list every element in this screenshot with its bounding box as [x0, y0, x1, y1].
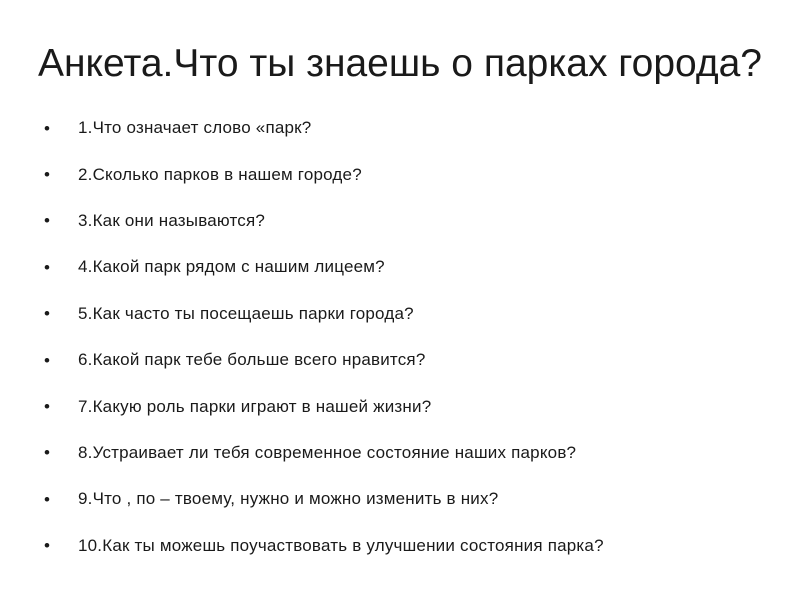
question-item-8 [44, 430, 784, 476]
question-text: 1.Что означает слово «парк? [78, 118, 312, 138]
question-text: 5.Как часто ты посещаешь парки города? [78, 303, 414, 323]
question-item-9 [44, 476, 784, 522]
question-item-1 [44, 105, 784, 151]
question-text: 8.Устраивает ли тебя современное состояние наших парков? [78, 442, 577, 462]
bullet-icon: • [44, 257, 50, 277]
bullet-icon: • [44, 536, 50, 556]
bullet-icon: • [44, 350, 50, 370]
question-item-6 [44, 337, 784, 383]
question-text: 10.Как ты можешь поучаствовать в улучшении состояния парка? [78, 535, 604, 555]
question-text: 7.Какую роль парки играют в нашей жизни? [78, 396, 432, 416]
question-list [44, 105, 784, 569]
question-text: 6.Какой парк тебе больше всего нравится? [78, 350, 426, 370]
question-text: 9.Что , по – твоему, нужно и можно изменить в них? [78, 489, 499, 509]
question-item-5 [44, 291, 784, 337]
question-item-10 [44, 523, 784, 569]
question-item-2 [44, 151, 784, 197]
question-item-7 [44, 383, 784, 429]
bullet-icon: • [44, 397, 50, 417]
question-text: 2.Сколько парков в нашем городе? [78, 164, 362, 184]
slide-title: Анкета.Что ты знаешь о парках города? [38, 42, 762, 85]
bullet-icon: • [44, 165, 50, 185]
question-item-4 [44, 244, 784, 290]
bullet-icon: • [44, 304, 50, 324]
bullet-icon: • [44, 489, 50, 509]
question-text: 3.Как они называются? [78, 210, 266, 230]
question-text: 4.Какой парк рядом с нашим лицеем? [78, 257, 385, 277]
bullet-icon: • [44, 211, 50, 231]
question-item-3 [44, 198, 784, 244]
bullet-icon: • [44, 443, 50, 463]
bullet-icon: • [44, 118, 50, 138]
